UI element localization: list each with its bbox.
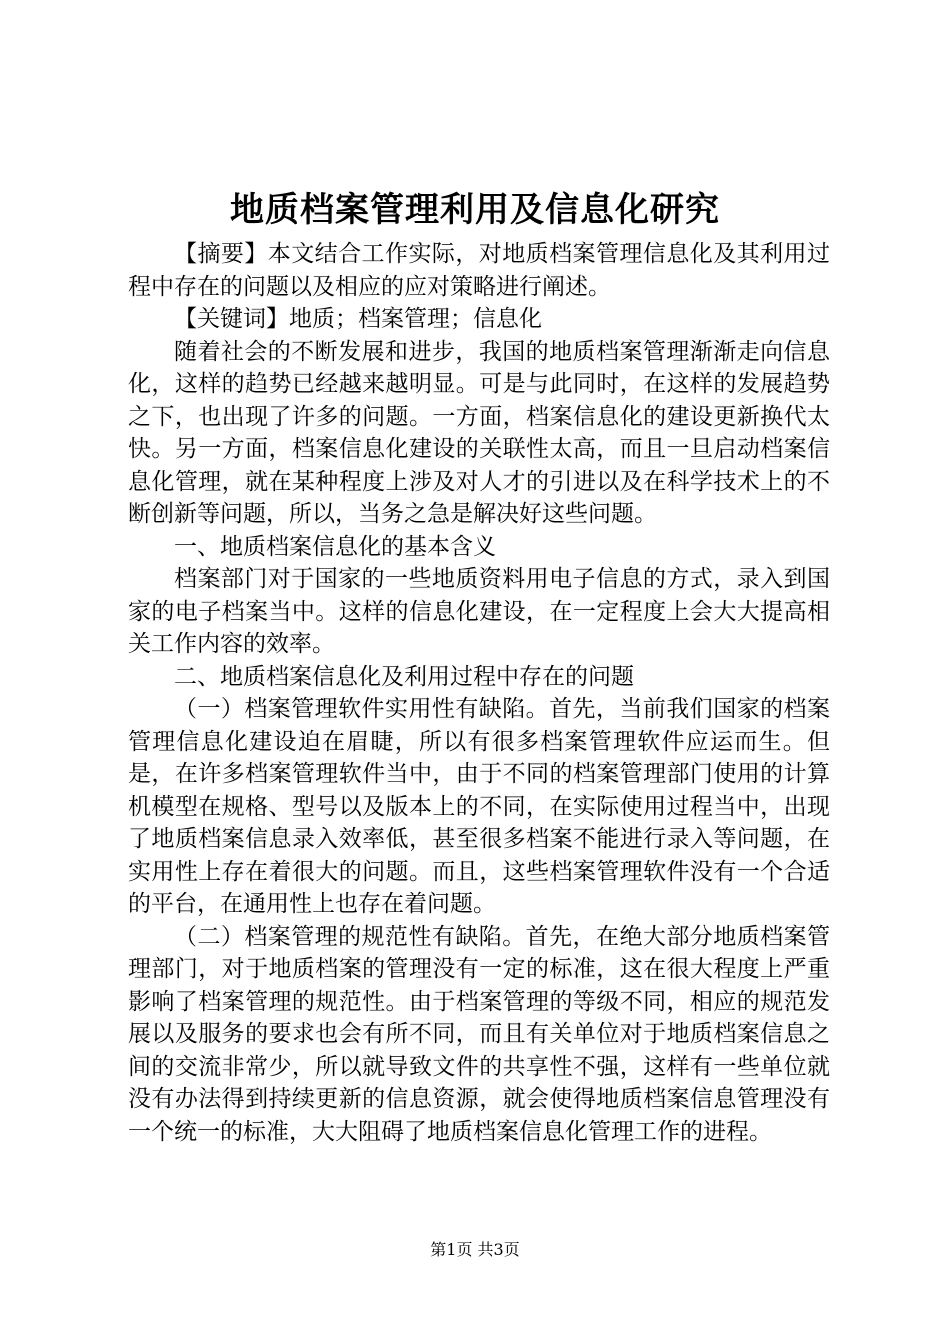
- document-title: 地质档案管理利用及信息化研究: [230, 190, 720, 230]
- subsection-2-paragraph: （二）档案管理的规范性有缺陷。首先，在绝大部分地质档案管理部门，对于地质档案的管理没有一定的标准，这在很大程度上严重影响了档案管理的规范性。由于档案管理的等级不同，相应的规范发展以及服务的要求也会有所不同，而且有关单位对于地质档案信息之间的交流非常少，所以就导致文件的共享性不强，这样有一些单位就没有办法得到持续更新的信息资源，就会使得地质档案信息管理没有一个统一的标准，大大阻碍了地质档案信息化管理工作的进程。: [128, 923, 830, 1145]
- keywords-paragraph: 【关键词】地质；档案管理；信息化: [174, 306, 542, 332]
- subsection-1-paragraph: （一）档案管理软件实用性有缺陷。首先，当前我们国家的档案管理信息化建设迫在眉睫，所以有很多档案管理软件应运而生。但是，在许多档案管理软件当中，由于不同的档案管理部门使用的计算机模型在规格、型号以及版本上的不同，在实际使用过程当中，出现了地质档案信息录入效率低，甚至很多档案不能进行录入等问题，在实用性上存在着很大的问题。而且，这些档案管理软件没有一个合适的平台，在通用性上也存在着问题。: [128, 696, 830, 917]
- section-1-paragraph: 档案部门对于国家的一些地质资料用电子信息的方式，录入到国家的电子档案当中。这样的信息化建设，在一定程度上会大大提高相关工作内容的效率。: [128, 566, 830, 657]
- abstract-paragraph: 【摘要】本文结合工作实际，对地质档案管理信息化及其利用过程中存在的问题以及相应的应对策略进行阐述。: [128, 241, 830, 300]
- page-number-footer: 第1页 共3页: [430, 1240, 520, 1259]
- intro-paragraph: 随着社会的不断发展和进步，我国的地质档案管理渐渐走向信息化，这样的趋势已经越来越明显。可是与此同时，在这样的发展趋势之下，也出现了许多的问题。一方面，档案信息化的建设更新换代太快。另一方面，档案信息化建设的关联性太高，而且一旦启动档案信息化管理，就在某种程度上涉及对人才的引进以及在科学技术上的不断创新等问题，所以，当务之急是解决好这些问题。: [128, 338, 830, 527]
- section-heading-2: 二、地质档案信息化及利用过程中存在的问题: [174, 663, 634, 690]
- section-heading-1: 一、地质档案信息化的基本含义: [174, 533, 496, 560]
- document-body: [128, 238, 830, 1148]
